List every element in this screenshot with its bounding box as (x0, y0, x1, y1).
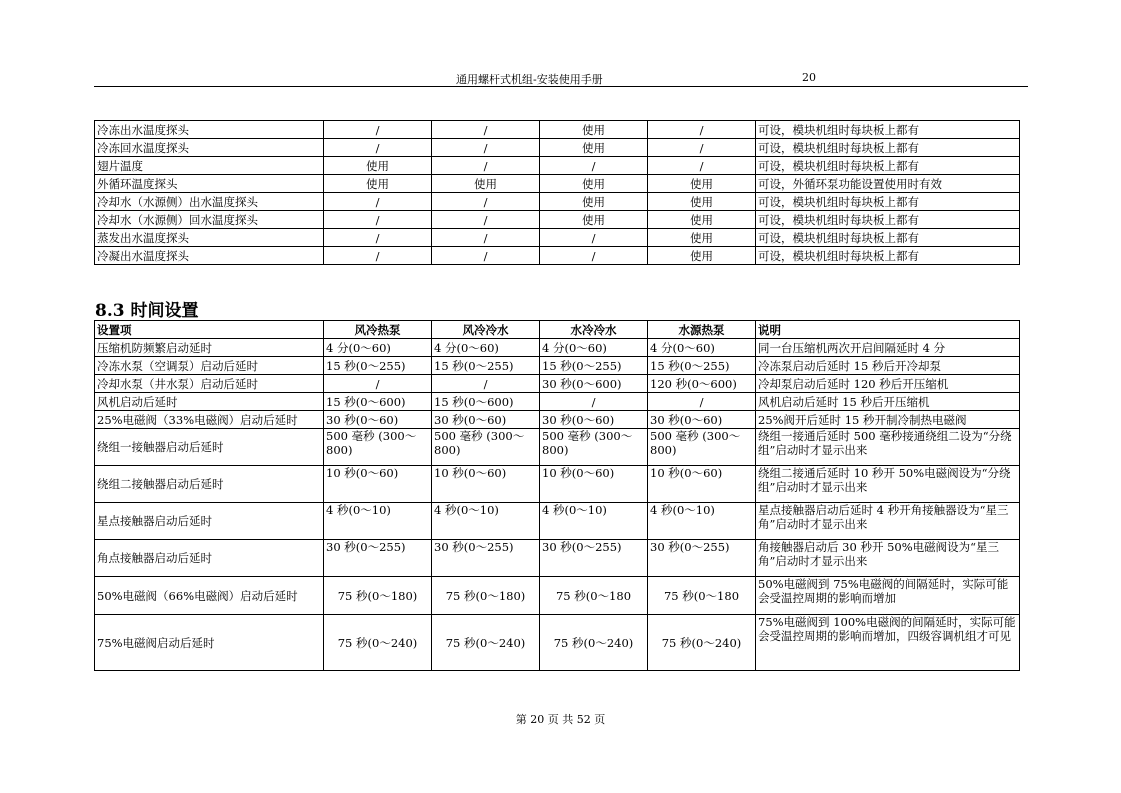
table-cell: 使用 (324, 175, 432, 193)
table-cell: 30 秒(0～600) (540, 375, 648, 393)
table-row (95, 429, 1020, 466)
table-cell: / (324, 229, 432, 247)
table-cell: 15 秒(0～600) (324, 393, 432, 411)
page-footer: 第 20 页 共 52 页 (515, 713, 606, 726)
table-cell: / (540, 247, 648, 265)
table-cell: 使用 (324, 157, 432, 175)
table-row (95, 229, 1020, 247)
table-cell: 15 秒(0～255) (540, 357, 648, 375)
table-row (95, 157, 1020, 175)
table-cell: 10 秒(0～60) (432, 466, 540, 503)
table-cell: 30 秒(0～60) (540, 411, 648, 429)
table-cell: 75%电磁阀启动后延时 (95, 615, 324, 671)
table-cell: / (432, 139, 540, 157)
table-cell: 可设，模块机组时每块板上都有 (756, 121, 1020, 139)
column-header: 设置项 (95, 321, 324, 339)
table-cell: 75 秒(0～180) (324, 577, 432, 615)
table-cell: / (324, 193, 432, 211)
header-page-number: 20 (802, 71, 816, 84)
column-header: 说明 (756, 321, 1020, 339)
table-cell: 500 毫秒 (300～800) (324, 429, 432, 466)
table-cell: 可设，模块机组时每块板上都有 (756, 139, 1020, 157)
table-cell: 角接触器启动后 30 秒开 50%电磁阀设为“星三角”启动时才显示出来 (756, 540, 1020, 577)
section-title: 8.3 时间设置 (95, 301, 199, 321)
table-cell: 4 秒(0～10) (540, 503, 648, 540)
table-cell: 30 秒(0～60) (648, 411, 756, 429)
table-cell: / (432, 375, 540, 393)
table-cell: 冷却水（水源侧）出水温度探头 (95, 193, 324, 211)
table-cell: / (648, 157, 756, 175)
table-cell: 10 秒(0～60) (648, 466, 756, 503)
time-settings-table (94, 320, 1020, 671)
table-cell: 使用 (648, 193, 756, 211)
table-cell: 使用 (540, 193, 648, 211)
column-header: 风冷热泵 (324, 321, 432, 339)
table-cell: 使用 (432, 175, 540, 193)
table-cell: 可设，外循环泵功能设置使用时有效 (756, 175, 1020, 193)
table-cell: 500 毫秒 (300～800) (432, 429, 540, 466)
table-cell: 绕组二接通后延时 10 秒开 50%电磁阀设为“分绕组”启动时才显示出来 (756, 466, 1020, 503)
table-row (95, 193, 1020, 211)
table-cell: / (432, 157, 540, 175)
table-cell: / (432, 121, 540, 139)
table-cell: / (324, 247, 432, 265)
table-cell: 冷冻回水温度探头 (95, 139, 324, 157)
table-cell: 4 秒(0～10) (648, 503, 756, 540)
column-header: 水冷冷水 (540, 321, 648, 339)
table-cell: 30 秒(0～255) (540, 540, 648, 577)
table-cell: / (648, 393, 756, 411)
table-row (95, 466, 1020, 503)
table-row (95, 615, 1020, 671)
table-cell: 使用 (540, 121, 648, 139)
table-cell: 4 分(0～60) (432, 339, 540, 357)
table-cell: 风机启动后延时 15 秒后开压缩机 (756, 393, 1020, 411)
table-cell: 30 秒(0～60) (324, 411, 432, 429)
table-cell: 50%电磁阀（66%电磁阀）启动后延时 (95, 577, 324, 615)
table-cell: 30 秒(0～60) (432, 411, 540, 429)
table-cell: 25%阀开后延时 15 秒开制冷制热电磁阀 (756, 411, 1020, 429)
table-row (95, 139, 1020, 157)
table-row (95, 375, 1020, 393)
table-cell: 15 秒(0～255) (648, 357, 756, 375)
table-cell: 30 秒(0～255) (324, 540, 432, 577)
table-row (95, 211, 1020, 229)
table-cell: 外循环温度探头 (95, 175, 324, 193)
table-cell: 使用 (540, 175, 648, 193)
table-cell: 4 分(0～60) (540, 339, 648, 357)
table-cell: 压缩机防频繁启动延时 (95, 339, 324, 357)
table-cell: 使用 (648, 247, 756, 265)
table-cell: 可设，模块机组时每块板上都有 (756, 211, 1020, 229)
table-cell: 4 分(0～60) (648, 339, 756, 357)
table-cell: 50%电磁阀到 75%电磁阀的间隔延时，实际可能会受温控周期的影响而增加 (756, 577, 1020, 615)
table-cell: 冷冻出水温度探头 (95, 121, 324, 139)
table-cell: 120 秒(0～600) (648, 375, 756, 393)
table-cell: / (540, 393, 648, 411)
table-cell: 冷凝出水温度探头 (95, 247, 324, 265)
table-cell: / (324, 375, 432, 393)
table-cell: / (540, 157, 648, 175)
table-row (95, 357, 1020, 375)
column-header: 水源热泵 (648, 321, 756, 339)
table-row (95, 339, 1020, 357)
table-cell: 15 秒(0～600) (432, 393, 540, 411)
table-cell: 可设，模块机组时每块板上都有 (756, 247, 1020, 265)
header-title: 通用螺杆式机组-安装使用手册 (456, 73, 603, 86)
table-row (95, 577, 1020, 615)
table-cell: 25%电磁阀（33%电磁阀）启动后延时 (95, 411, 324, 429)
table-row (95, 175, 1020, 193)
sensor-table (94, 120, 1020, 265)
table-cell: 冷却水泵（井水泵）启动后延时 (95, 375, 324, 393)
table-cell: 使用 (648, 211, 756, 229)
table-cell: / (432, 193, 540, 211)
column-header: 风冷冷水 (432, 321, 540, 339)
table-cell: 风机启动后延时 (95, 393, 324, 411)
table-cell: 75 秒(0～240) (324, 615, 432, 671)
table-cell: 75 秒(0～180 (540, 577, 648, 615)
table-cell: / (432, 229, 540, 247)
table-row (95, 540, 1020, 577)
table-cell: / (540, 229, 648, 247)
page-header (94, 70, 1028, 87)
table-cell: 75 秒(0～240) (540, 615, 648, 671)
table-cell: 冷冻水泵（空调泵）启动后延时 (95, 357, 324, 375)
table-row (95, 411, 1020, 429)
table-cell: 75 秒(0～180) (432, 577, 540, 615)
table-cell: 500 毫秒 (300～800) (648, 429, 756, 466)
table-cell: / (648, 139, 756, 157)
table-cell: 75 秒(0～240) (432, 615, 540, 671)
table-cell: 绕组一接通后延时 500 毫秒接通绕组二设为“分绕组”启动时才显示出来 (756, 429, 1020, 466)
table-cell: 使用 (648, 175, 756, 193)
table-cell: / (648, 121, 756, 139)
table-cell: 500 毫秒 (300～800) (540, 429, 648, 466)
table-cell: 冷却泵启动后延时 120 秒后开压缩机 (756, 375, 1020, 393)
table-cell: 同一台压缩机两次开启间隔延时 4 分 (756, 339, 1020, 357)
table-cell: 30 秒(0～255) (648, 540, 756, 577)
table-cell: 冷却水（水源侧）回水温度探头 (95, 211, 324, 229)
table-cell: 使用 (540, 211, 648, 229)
table-cell: 翅片温度 (95, 157, 324, 175)
table-cell: 30 秒(0～255) (432, 540, 540, 577)
table-cell: 蒸发出水温度探头 (95, 229, 324, 247)
table-cell: / (324, 139, 432, 157)
table-row (95, 503, 1020, 540)
table-cell: 角点接触器启动后延时 (95, 540, 324, 577)
table-row (95, 247, 1020, 265)
table-cell: / (432, 247, 540, 265)
table-cell: / (324, 121, 432, 139)
table-cell: 绕组一接触器启动后延时 (95, 429, 324, 466)
table-row (95, 393, 1020, 411)
table-cell: 可设，模块机组时每块板上都有 (756, 193, 1020, 211)
table-cell: 星点接触器启动后延时 (95, 503, 324, 540)
table-cell: 10 秒(0～60) (324, 466, 432, 503)
table-cell: 75 秒(0～240) (648, 615, 756, 671)
table-cell: 冷冻泵启动后延时 15 秒后开冷却泵 (756, 357, 1020, 375)
table-cell: 15 秒(0～255) (324, 357, 432, 375)
table-cell: 4 分(0～60) (324, 339, 432, 357)
table-cell: 星点接触器启动后延时 4 秒开角接触器设为“星三角”启动时才显示出来 (756, 503, 1020, 540)
table-cell: / (324, 211, 432, 229)
table-header-row (95, 321, 1020, 339)
table-cell: 使用 (540, 139, 648, 157)
table-cell: 75%电磁阀到 100%电磁阀的间隔延时，实际可能会受温控周期的影响而增加，四级容调机组才可见 (756, 615, 1020, 671)
table-cell: 绕组二接触器启动后延时 (95, 466, 324, 503)
table-cell: 4 秒(0～10) (324, 503, 432, 540)
table-cell: / (432, 211, 540, 229)
table-cell: 可设，模块机组时每块板上都有 (756, 157, 1020, 175)
table-cell: 10 秒(0～60) (540, 466, 648, 503)
table-row (95, 121, 1020, 139)
table-cell: 4 秒(0～10) (432, 503, 540, 540)
table-cell: 75 秒(0～180 (648, 577, 756, 615)
table-cell: 可设，模块机组时每块板上都有 (756, 229, 1020, 247)
table-cell: 15 秒(0～255) (432, 357, 540, 375)
table-cell: 使用 (648, 229, 756, 247)
